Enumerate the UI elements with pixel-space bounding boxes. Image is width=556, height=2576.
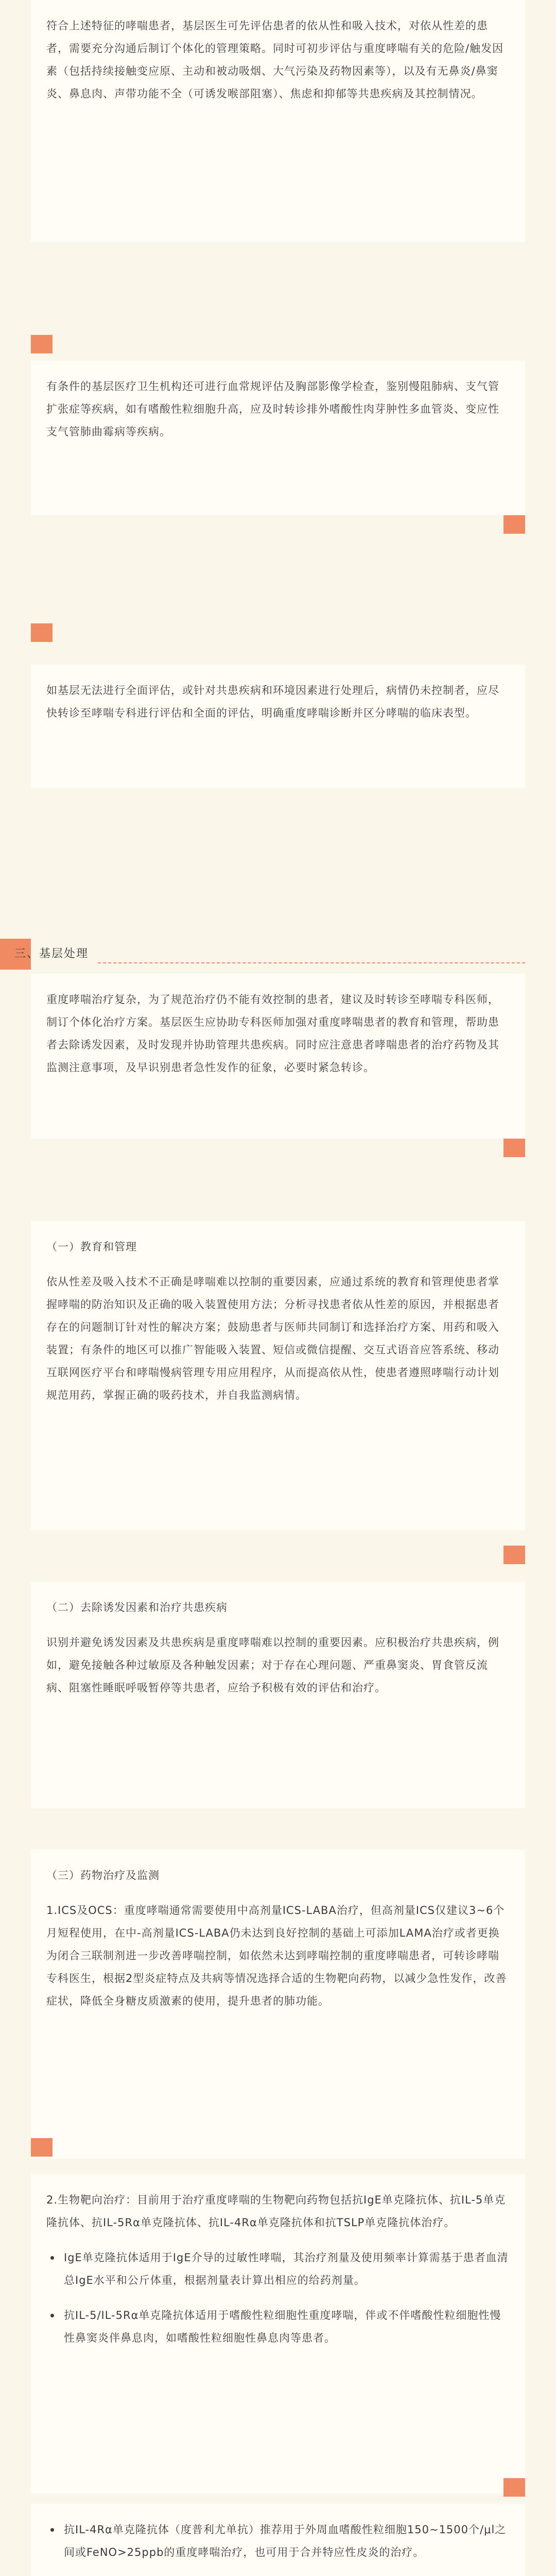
section-divider: [98, 962, 525, 963]
text-card-intro: [31, 0, 525, 242]
paragraph: 如基层无法进行全面评估，或针对共患疾病和环境因素进行处理后，病情仍未控制者，应尽快转诊至哮喘专科进行评估和全面的评估，明确重度哮喘诊断并区分哮喘的临床表型。: [46, 684, 499, 719]
paragraph: 1.ICS及OCS：重度哮喘通常需要使用中高剂量ICS-LABA治疗，但高剂量ICS仅建议3~6个月短程使用，在中-高剂量ICS-LABA仍未达到良好控制的基础上可添加LAMA治疗或者更换为闭合三联制剂进一步改善哮喘控制，如依然未达到哮喘控制的重度哮喘患者，可转诊哮喘专科医生，根据2型炎症特点及共病等情况选择合适的生物靶向药物，以减少急性发作，改善症状，降低全身糖皮质激素的使用，提升患者的肺功能。: [46, 1904, 507, 2007]
text-card-referral: [31, 665, 525, 788]
decor-square: [31, 335, 53, 353]
text-card-drugs: [31, 1850, 525, 2159]
list-item: 抗IL-5/IL-5Rα单克隆抗体适用于嗜酸性粒细胞性重度哮喘，伴或不伴嗜酸性粒细胞性慢性鼻窦炎伴鼻息肉，如嗜酸性粒细胞性鼻息肉等患者。: [46, 2304, 510, 2349]
subsection-title: （一）教育和管理: [46, 1241, 137, 1253]
text-card-biologics: [31, 2174, 525, 2494]
paragraph: 符合上述特征的哮喘患者，基层医生可先评估患者的依从性和吸入技术，对依从性差的患者，需要充分沟通后制订个体化的管理策略。同时可初步评估与重度哮喘有关的危险/触发因素（包括持续接触变应原、主动和被动吸烟、大气污染及药物因素等），以及有无鼻炎/鼻窦炎、鼻息肉、声带功能不全（可诱发喉部阻塞）、焦虑和抑郁等共患疾病及其控制情况。: [46, 20, 504, 100]
paragraph: 识别并避免诱发因素及共患疾病是重度哮喘难以控制的重要因素。应积极治疗共患疾病，例如，避免接触各种过敏原及各种触发因素；对于存在心理问题、严重鼻窦炎、胃食管反流病、阻塞性睡眠呼吸暂停等共患者，应给予积极有效的评估和治疗。: [46, 1636, 499, 1694]
paragraph: 依从性差及吸入技术不正确是哮喘难以控制的重要因素，应通过系统的教育和管理使患者掌握哮喘的防治知识及正确的吸入装置使用方法；分析寻找患者依从性差的原因，并根据患者存在的问题制订针对性的解决方案；鼓励患者与医师共同制订和选择治疗方案、用药和吸入装置；有条件的地区可以推广智能吸入装置、短信或微信提醒、交互式语音应答系统、移动互联网医疗平台和哮喘慢病管理专用应用程序，从而提高依从性，使患者遵照哮喘行动计划规范用药，掌握正确的吸药技术，并自我监测病情。: [46, 1276, 499, 1401]
text-card-management: [31, 974, 525, 1139]
list-item: IgE单克隆抗体适用于IgE介导的过敏性哮喘，其治疗剂量及使用频率计算需基于患者血清总IgE水平和公斤体重，根据剂量表计算出相应的给药剂量。: [46, 2246, 510, 2292]
decor-square: [503, 515, 525, 534]
paragraph: 重度哮喘治疗复杂，为了规范治疗仍不能有效控制的患者，建议及时转诊至哮喘专科医师，制订个体化治疗方案。基层医生应协助专科医师加强对重度哮喘患者的教育和管理，帮助患者去除诱发因素，及时发现并协助管理共患疾病。同时应注意患者哮喘患者的治疗药物及其监测注意事项，及早识别患者急性发作的征象，必要时紧急转诊。: [46, 993, 499, 1074]
decor-square: [503, 2478, 525, 2497]
text-card-biologics-cont: [31, 2504, 525, 2576]
decor-square: [503, 1546, 525, 1564]
text-card-exam: [31, 361, 525, 515]
subsection-title: （二）去除诱发因素和治疗共患疾病: [46, 1601, 228, 1614]
paragraph: 有条件的基层医疗卫生机构还可进行血常规评估及胸部影像学检查，鉴别慢阻肺病、支气管扩张症等疾病，如有嗜酸性粒细胞升高，应及时转诊排外嗜酸性肉芽肿性多血管炎、变应性支气管肺曲霉病等疾病。: [46, 380, 499, 438]
section-title: 三、基层处理: [14, 947, 89, 960]
decor-square: [503, 1139, 525, 1157]
text-card-education: [31, 1221, 525, 1530]
decor-square: [31, 2138, 53, 2157]
section-header: [0, 939, 556, 970]
list-item: 抗IL-4Rα单克隆抗体（度普利尤单抗）推荐用于外周血嗜酸性粒细胞150~1500个/μl之间或FeNO>25ppb的重度哮喘治疗，也可用于合并特应性皮炎的治疗。: [46, 2518, 510, 2564]
text-card-triggers: [31, 1582, 525, 1808]
subsection-title: （三）药物治疗及监测: [46, 1869, 160, 1882]
decor-square: [31, 623, 53, 642]
paragraph: 2.生物靶向治疗：目前用于治疗重度哮喘的生物靶向药物包括抗IgE单克隆抗体、抗IL-5单克隆抗体、抗IL-5Rα单克隆抗体、抗IL-4Rα单克隆抗体和抗TSLP单克隆抗体治疗。: [46, 2194, 506, 2229]
